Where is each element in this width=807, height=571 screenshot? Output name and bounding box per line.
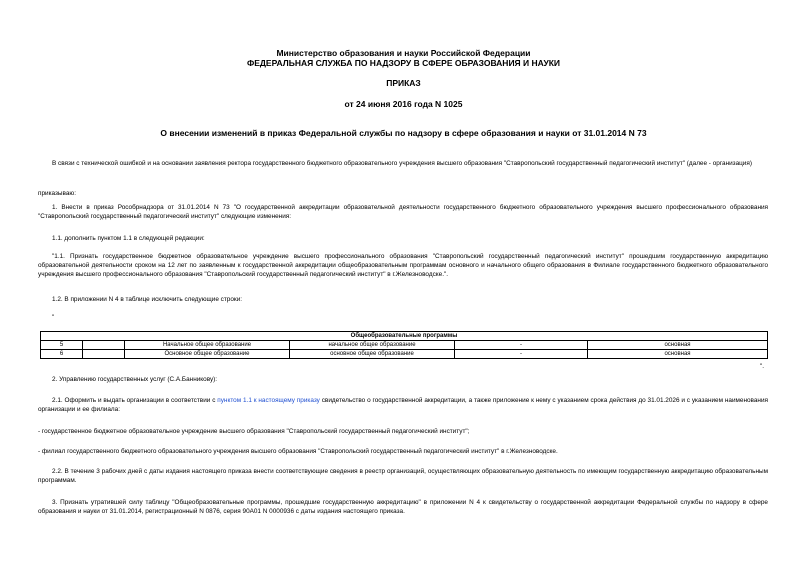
table-cell — [83, 341, 125, 350]
intro-paragraph: В связи с технической ошибкой и на основании заявления ректора государственного бюджетного образовательного учреждения высшего образования "Ставропольский государственный педагогический институт" (далее - организация) — [52, 160, 752, 167]
paragraph-1-2: 1.2. В приложении N 4 в таблице исключить следующие строки: — [52, 296, 243, 303]
table-cell: 5 — [41, 341, 83, 350]
paragraph-1-1: 1.1. дополнить пунктом 1.1 в следующей редакции: — [52, 235, 205, 242]
table-cell: основная — [588, 341, 768, 350]
table-cell: Основное общее образование — [125, 350, 290, 359]
service-name: ФЕДЕРАЛЬНАЯ СЛУЖБА ПО НАДЗОРУ В СФЕРЕ ОБРАЗОВАНИЯ И НАУКИ — [246, 58, 561, 68]
paragraph-3: 3. Признать утратившей силу таблицу "Общеобразовательные программы, прошедшие государственную аккредитацию" в приложении N 4 к свидетельству о государственной аккредитации Федеральной службы по надзору в сфере образования и науки от 31.01.2014, регистрационный N 0876, серия 90А01 N 0000936 с даты издания настоящего приказа. — [38, 499, 768, 516]
bullet-institute: - государственное бюджетное образовательное учреждение высшего образования "Ставропольский государственный педагогический институт"; — [38, 428, 470, 435]
order-word: приказываю: — [38, 190, 76, 197]
table-cell: - — [455, 350, 588, 359]
paragraph-2: 2. Управлению государственных услуг (С.А.Банникову): — [52, 376, 218, 383]
paragraph-2-1-start: 2.1. Оформить и выдать организации в соответствии с — [52, 397, 218, 404]
table-header-row — [41, 332, 768, 341]
table-cell: начальное общее образование — [290, 341, 455, 350]
ministry-name: Министерство образования и науки Российской Федерации — [276, 48, 531, 58]
table-close-quote: ". — [760, 363, 765, 370]
paragraph-2-1 — [38, 396, 768, 414]
paragraph-1-1-text: "1.1. Признать государственное бюджетное образовательное учреждение высшего профессионального образования "Ставропольский государственный педагогический институт" прошедшим государственную аккредитацию образовательной деятельности сроком на 12 лет по заявленным к государственной аккредитации общеобразовательным программам основного и начального общего образования в Филиале государственного бюджетного образовательного учреждения высшего профессионального образования "Ставропольский государственный педагогический институт" в г.Железноводске.". — [38, 253, 768, 279]
programs-table — [40, 331, 768, 359]
paragraph-2-2: 2.2. В течение 3 рабочих дней с даты издания настоящего приказа внести соответствующие сведения в реестр организаций, осуществляющих образовательную деятельность по имеющим государственную аккредитацию образовательным программам. — [38, 468, 768, 485]
table-cell: - — [455, 341, 588, 350]
table-cell: основное общее образование — [290, 350, 455, 359]
bullet-branch: - филиал государственного бюджетного образовательного учреждения высшего образования "Ставропольский государственный педагогический институт" в г.Железноводске. — [38, 448, 558, 455]
table-row — [41, 350, 768, 359]
table-header: Общеобразовательные программы — [41, 332, 768, 341]
table-cell — [83, 350, 125, 359]
paragraph-1: 1. Внести в приказ Рособрнадзора от 31.01.2014 N 73 "О государственной аккредитации образовательной деятельности государственного бюджетного образовательного учреждения высшего профессионального образования "Ставропольский государственный педагогический институт" следующие изменения: — [38, 204, 768, 221]
order-item-link[interactable]: пунктом 1.1 к настоящему приказу — [217, 397, 320, 404]
paragraph-2-1-end: свидетельство о государственной аккредитации, а также приложение к нему с указанием срока действия до 31.01.2026 и с указанием наименования организации и ее филиала: — [38, 397, 768, 414]
document-title: О внесении изменений в приказ Федеральной службы по надзору в сфере образования и науки от 31.01.2014 N 73 — [160, 128, 647, 138]
table-cell: основная — [588, 350, 768, 359]
table-row — [41, 341, 768, 350]
document-type: ПРИКАЗ — [386, 78, 421, 88]
table-cell: 6 — [41, 350, 83, 359]
table-open-quote: " — [52, 314, 55, 321]
table-cell: Начальное общее образование — [125, 341, 290, 350]
document-date-number: от 24 июня 2016 года N 1025 — [344, 99, 463, 109]
